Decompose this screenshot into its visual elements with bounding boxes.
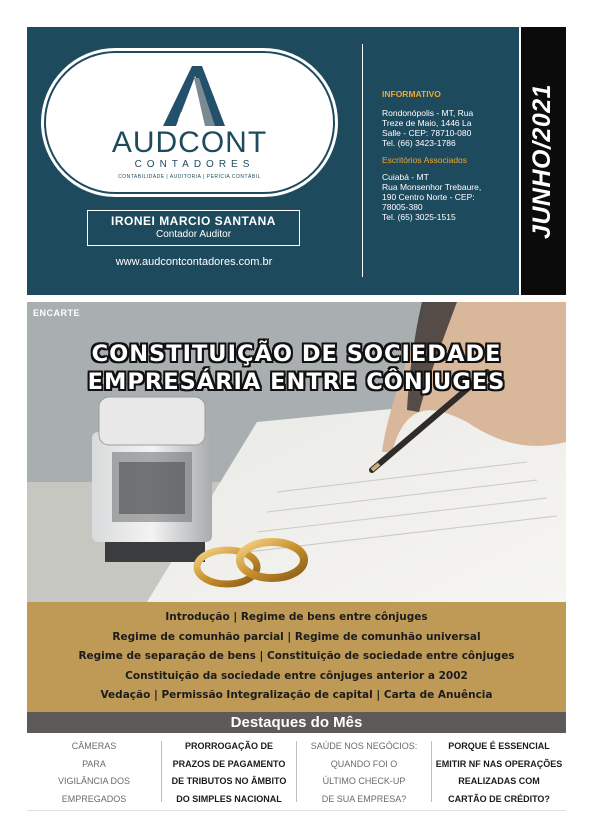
topic-line-5: Vedação | Permissão Integralização de capital | Carta de Anuência [100,689,493,701]
cover-image [27,302,566,602]
highlight-text: EMPREGADOS [61,793,127,804]
highlight-text: DO SIMPLES NACIONAL [176,793,282,804]
header [27,27,566,295]
highlight-text: DE TRIBUTOS NO ÂMBITO [171,776,287,786]
highlight-item-prorrogacao[interactable] [162,733,296,810]
logo-subtitle: CONTADORES [134,159,255,170]
highlight-item-saude[interactable] [297,733,431,810]
vertical-divider [362,44,363,277]
person-name: IRONEI MARCIO SANTANA [111,214,276,228]
highlight-text: PRORROGAÇÃO DE [184,741,273,751]
highlight-text: PORQUE É ESSENCIAL [448,741,550,751]
highlight-item-cameras[interactable] [27,733,161,810]
edition-label-wrap [519,27,566,295]
office-associate-address: Cuiabá - MT Rua Monsenhor Trebaure, 190 Centro Norte - CEP: 78005-380 Tel. (65) 3025-1515 [382,172,482,222]
cover-title-line-2: EMPRESÁRIA ENTRE CÔNJUGES [87,369,506,395]
topic-line-2: Regime de comunhão parcial | Regime de comunhão universal [112,630,481,643]
topics-list [27,602,566,712]
highlight-text: CARTÃO DE CRÉDITO? [448,793,550,804]
topic-line-1: Introdução | Regime de bens entre cônjuges [165,611,428,623]
cover-title-line-1: CONSTITUIÇÃO DE SOCIEDADE [91,341,502,367]
highlights-header [27,712,566,733]
logo [44,51,335,194]
associates-title: Escritórios Associados [382,155,468,165]
section-tag: ENCARTE [33,308,81,318]
logo-name: AUDCONT [111,126,268,159]
website-link[interactable]: www.audcontcontadores.com.br [115,256,273,268]
logo-tagline: CONTABILIDADE | AUDITORIA | PERÍCIA CONTÁBIL [118,174,261,180]
highlight-text: SAÚDE NOS NEGÓCIOS: [310,741,418,751]
highlight-text: DE SUA EMPRESA? [321,793,407,804]
highlight-text: PRAZOS DE PAGAMENTO [172,758,286,769]
highlight-text: EMITIR NF NAS OPERAÇÕES [435,758,563,769]
highlight-text: VIGILÂNCIA DOS [57,776,131,786]
info-block [382,89,500,222]
office-main-address: Rondonópolis - MT, Rua Treze de Maio, 1446 La Salle - CEP: 78710-080 Tel. (66) 3423-1786 [382,108,474,148]
person-role: Contador Auditor [155,229,232,240]
info-title: INFORMATIVO [382,89,441,99]
topic-line-3: Regime de separação de bens | Constituição de sociedade entre cônjuges [78,650,515,662]
logo-mark-icon [159,66,225,126]
highlight-text: ÚLTIMO CHECK-UP [322,776,406,786]
highlight-item-nf[interactable] [432,733,566,810]
topic-line-4: Constituição da sociedade entre cônjuges anterior a 2002 [125,669,468,682]
person-box [87,210,300,246]
highlight-text: QUANDO FOI O [330,758,398,769]
highlight-text: PARA [82,758,106,769]
cover-title [27,340,566,396]
highlight-text: REALIZADAS COM [458,776,540,786]
highlights-row [27,733,566,811]
edition-label: JUNHO/2021 [528,83,557,239]
highlights-title: Destaques do Mês [230,714,363,731]
highlight-text: CÂMERAS [71,741,117,751]
